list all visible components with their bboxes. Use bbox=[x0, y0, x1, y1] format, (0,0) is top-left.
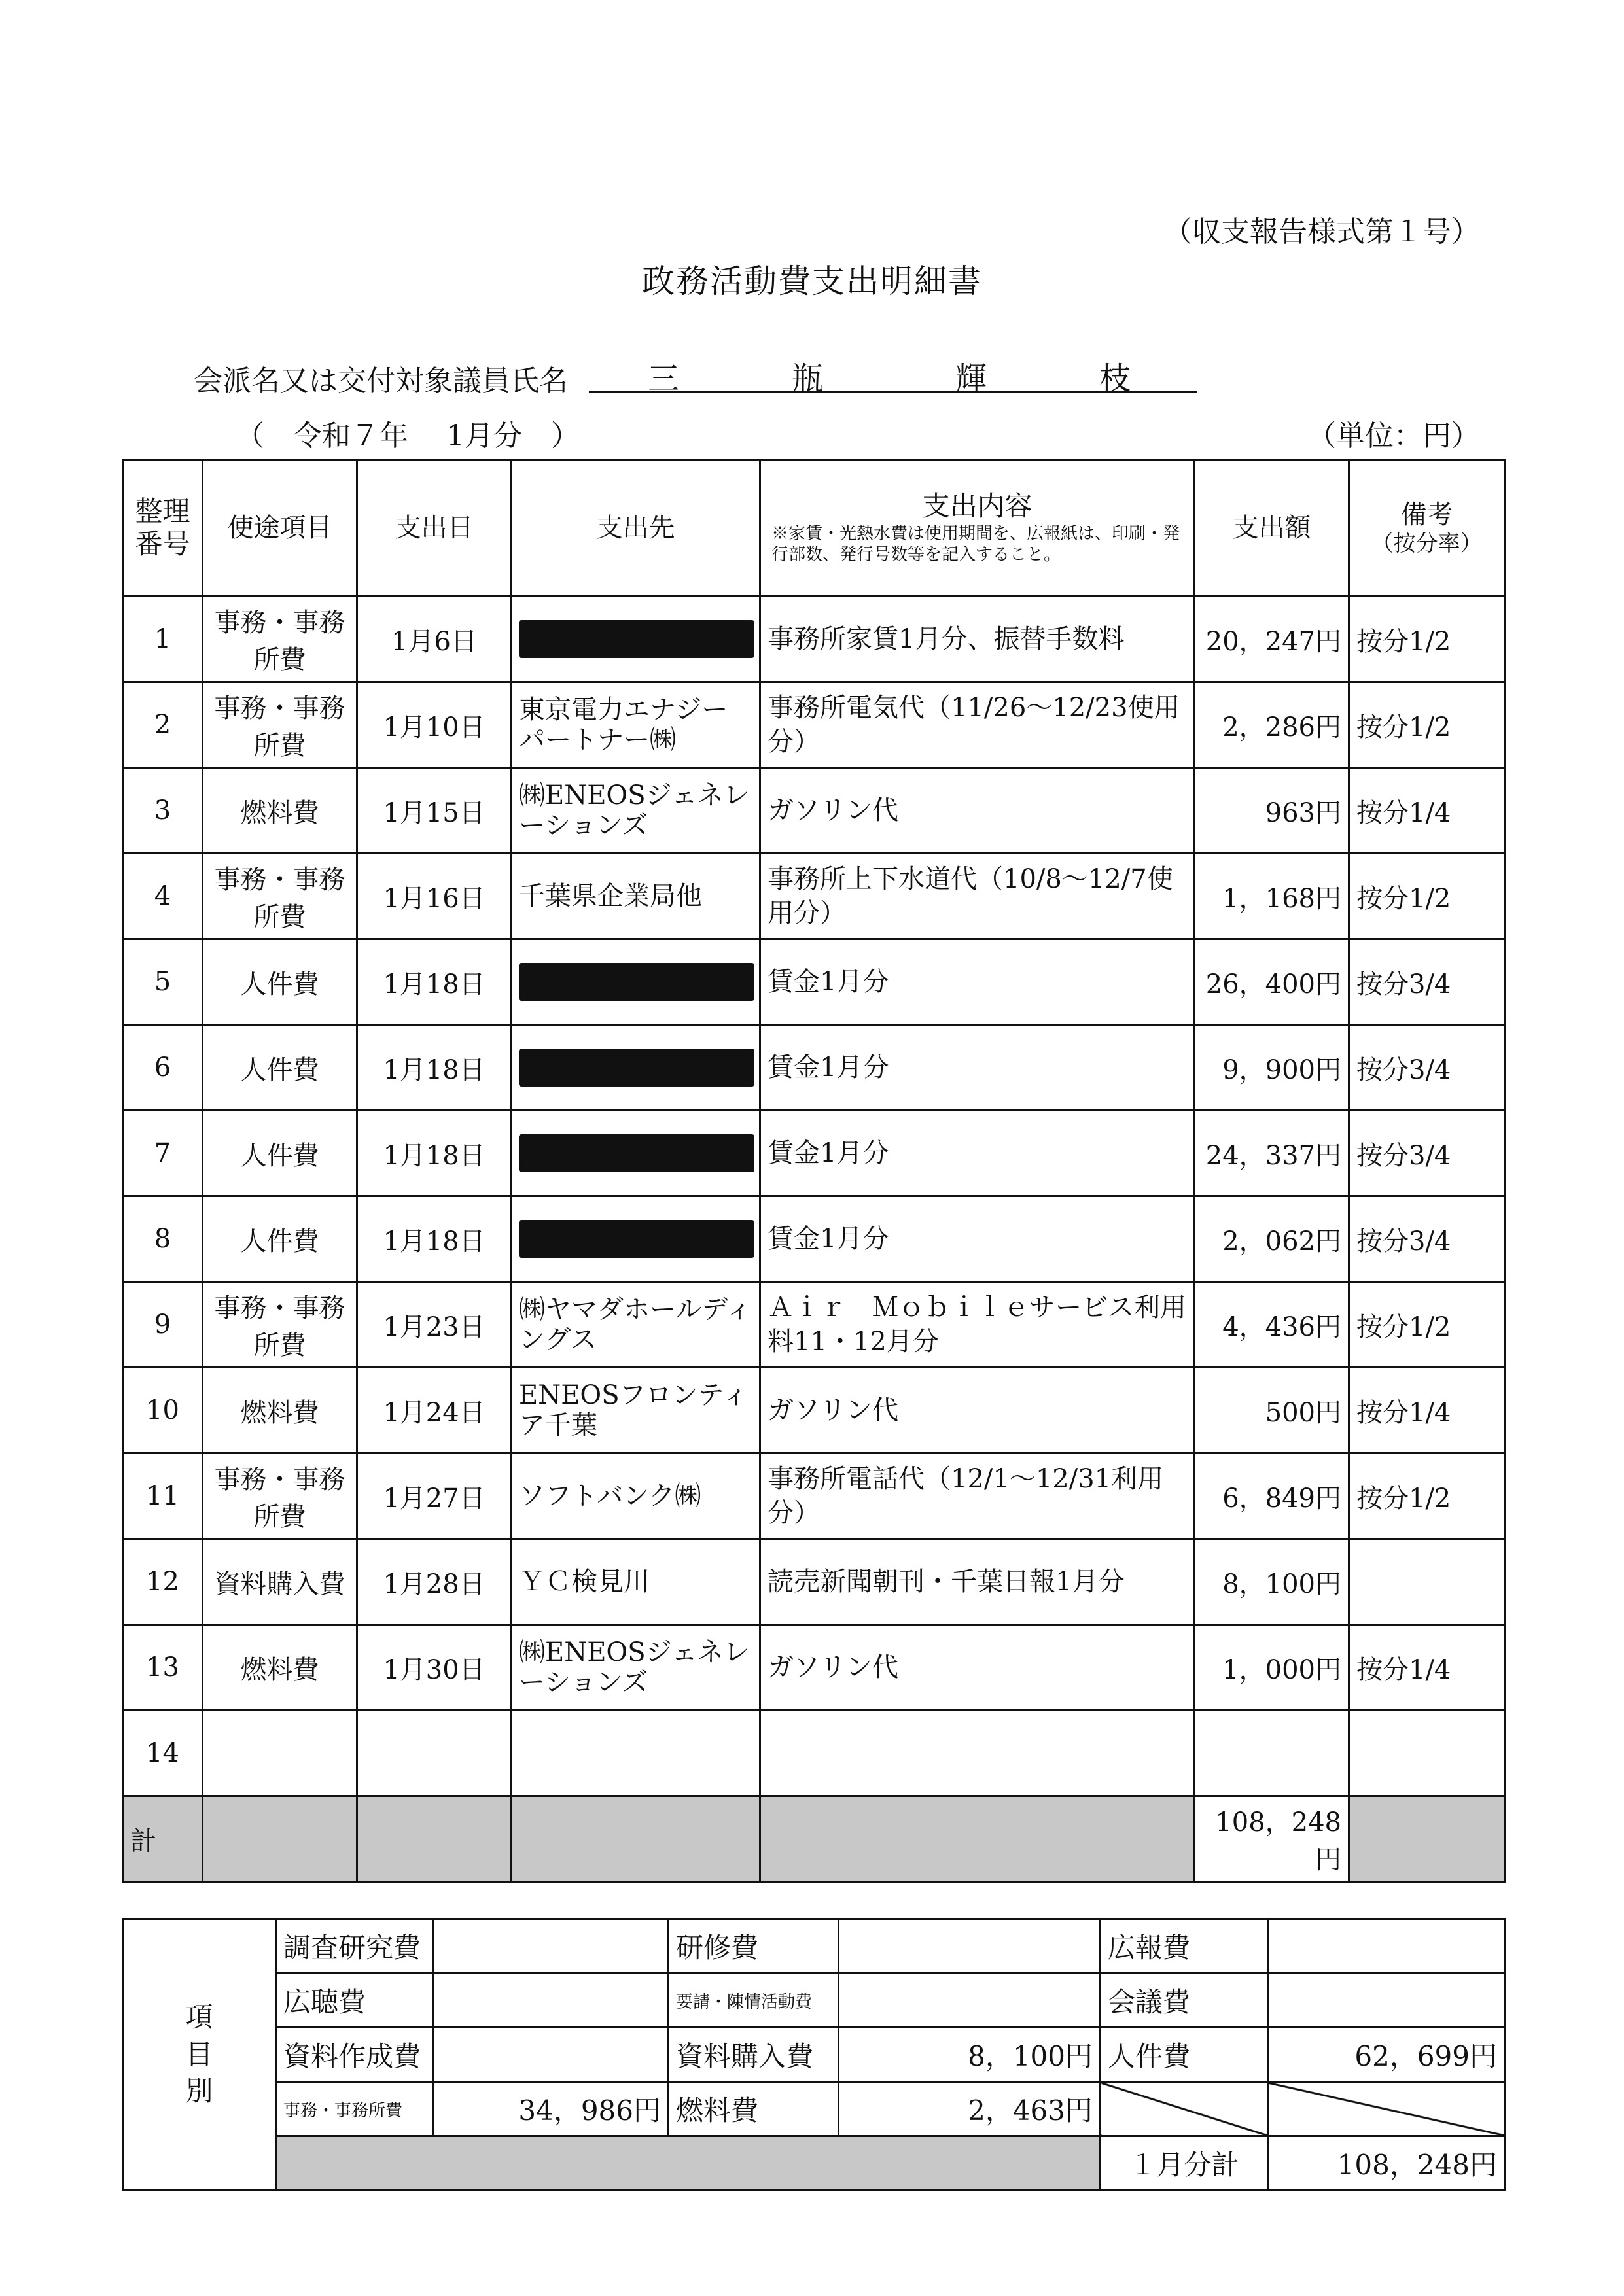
row-note: 按分1/2 bbox=[1349, 854, 1505, 939]
row-purpose: 人件費 bbox=[203, 1196, 357, 1282]
table-row bbox=[123, 1711, 1505, 1796]
redaction-block bbox=[519, 963, 754, 1001]
member-label: 会派名又は交付対象議員氏名 bbox=[194, 364, 568, 398]
row-purpose: 人件費 bbox=[203, 1025, 357, 1111]
row-content bbox=[760, 1711, 1195, 1796]
row-purpose: 燃料費 bbox=[203, 768, 357, 854]
form-number: （収支報告様式第１号） bbox=[1163, 215, 1480, 249]
row-payee bbox=[512, 597, 760, 682]
summary-side-label bbox=[123, 1919, 276, 2191]
row-content: Ａｉｒ Ｍｏｂｉｌｅサービス利用料11・12月分 bbox=[760, 1282, 1195, 1368]
diagonal-cell bbox=[1101, 2082, 1268, 2136]
personnel-value: 62，699円 bbox=[1268, 2028, 1505, 2082]
row-no: 1 bbox=[123, 597, 203, 682]
petition-label: 要請・陳情活動費 bbox=[669, 1974, 839, 2028]
row-amount bbox=[1195, 1711, 1349, 1796]
row-purpose: 人件費 bbox=[203, 939, 357, 1025]
row-purpose: 事務・事務所費 bbox=[203, 682, 357, 768]
row-payee bbox=[512, 1025, 760, 1111]
material-make-label: 資料作成費 bbox=[276, 2028, 433, 2082]
total-empty bbox=[1349, 1796, 1505, 1882]
row-no: 14 bbox=[123, 1711, 203, 1796]
office-label: 事務・事務所費 bbox=[276, 2082, 433, 2136]
row-date: 1月18日 bbox=[357, 1111, 512, 1196]
training-label: 研修費 bbox=[669, 1919, 839, 1974]
row-purpose: 資料購入費 bbox=[203, 1539, 357, 1625]
header-content-title: 支出内容 bbox=[922, 490, 1033, 523]
row-amount: 500円 bbox=[1195, 1368, 1349, 1453]
summary-row bbox=[123, 2082, 1505, 2136]
header-date: 支出日 bbox=[357, 460, 512, 597]
period: （ 令和７年 1月分 ） bbox=[236, 419, 580, 453]
row-note: 按分1/4 bbox=[1349, 768, 1505, 854]
row-no: 13 bbox=[123, 1625, 203, 1711]
table-row bbox=[123, 1453, 1505, 1539]
research-value bbox=[433, 1919, 669, 1974]
row-amount: 8，100円 bbox=[1195, 1539, 1349, 1625]
table-body bbox=[123, 597, 1505, 1882]
row-date: 1月6日 bbox=[357, 597, 512, 682]
diagonal-cell bbox=[1268, 2082, 1505, 2136]
office-value: 34，986円 bbox=[433, 2082, 669, 2136]
row-no: 12 bbox=[123, 1539, 203, 1625]
total-row bbox=[123, 1796, 1505, 1882]
row-no: 10 bbox=[123, 1368, 203, 1453]
page-title: 政務活動費支出明細書 bbox=[642, 262, 982, 300]
total-empty bbox=[760, 1796, 1195, 1882]
total-amount: 108，248円 bbox=[1195, 1796, 1349, 1882]
row-note: 按分1/2 bbox=[1349, 597, 1505, 682]
row-payee: ENEOSフロンティア千葉 bbox=[512, 1368, 760, 1453]
summary-row bbox=[123, 2028, 1505, 2082]
pr-label: 広報費 bbox=[1101, 1919, 1268, 1974]
side-char: 別 bbox=[185, 2075, 213, 2108]
redaction-block bbox=[519, 1134, 754, 1172]
summary-row bbox=[123, 1974, 1505, 2028]
row-date: 1月18日 bbox=[357, 939, 512, 1025]
row-date: 1月16日 bbox=[357, 854, 512, 939]
row-amount: 20，247円 bbox=[1195, 597, 1349, 682]
row-amount: 2，062円 bbox=[1195, 1196, 1349, 1282]
table-header-row bbox=[123, 460, 1505, 597]
row-note bbox=[1349, 1711, 1505, 1796]
side-char: 目 bbox=[185, 2038, 213, 2070]
row-content: 賃金1月分 bbox=[760, 1025, 1195, 1111]
header-no: 整理番号 bbox=[123, 460, 203, 597]
summary-row bbox=[123, 1919, 1505, 1974]
row-purpose: 燃料費 bbox=[203, 1368, 357, 1453]
table-row bbox=[123, 1625, 1505, 1711]
fuel-label: 燃料費 bbox=[669, 2082, 839, 2136]
redaction-block bbox=[519, 1049, 754, 1087]
row-purpose: 燃料費 bbox=[203, 1625, 357, 1711]
member-name-char: 瓶 bbox=[792, 360, 824, 397]
hearing-label: 広聴費 bbox=[276, 1974, 433, 2028]
total-label: 計 bbox=[123, 1796, 203, 1882]
row-payee: ＹＣ検見川 bbox=[512, 1539, 760, 1625]
header-content bbox=[760, 460, 1195, 597]
table-row bbox=[123, 768, 1505, 854]
row-payee: ㈱ENEOSジェネレーションズ bbox=[512, 768, 760, 854]
row-content: 事務所家賃1月分、振替手数料 bbox=[760, 597, 1195, 682]
row-payee: ㈱ヤマダホールディングス bbox=[512, 1282, 760, 1368]
total-empty bbox=[203, 1796, 357, 1882]
row-content: 賃金1月分 bbox=[760, 1111, 1195, 1196]
header-payee: 支出先 bbox=[512, 460, 760, 597]
row-payee bbox=[512, 1196, 760, 1282]
expense-table bbox=[122, 459, 1506, 1883]
row-amount: 1，168円 bbox=[1195, 854, 1349, 939]
row-no: 5 bbox=[123, 939, 203, 1025]
row-content: 事務所電話代（12/1〜12/31利用分） bbox=[760, 1453, 1195, 1539]
table-row bbox=[123, 1368, 1505, 1453]
row-payee: 東京電力エナジーパートナー㈱ bbox=[512, 682, 760, 768]
row-content: 賃金1月分 bbox=[760, 939, 1195, 1025]
month-total-label: １月分計 bbox=[1101, 2136, 1268, 2191]
row-date: 1月10日 bbox=[357, 682, 512, 768]
material-buy-label: 資料購入費 bbox=[669, 2028, 839, 2082]
member-name-char: 枝 bbox=[1099, 360, 1131, 397]
row-note: 按分3/4 bbox=[1349, 1196, 1505, 1282]
summary-row bbox=[123, 2136, 1505, 2191]
row-note: 按分1/2 bbox=[1349, 1453, 1505, 1539]
table-row bbox=[123, 854, 1505, 939]
header-amount: 支出額 bbox=[1195, 460, 1349, 597]
side-char: 項 bbox=[185, 2000, 213, 2033]
row-purpose: 人件費 bbox=[203, 1111, 357, 1196]
meeting-value bbox=[1268, 1974, 1505, 2028]
material-buy-value: 8，100円 bbox=[839, 2028, 1101, 2082]
row-content: ガソリン代 bbox=[760, 1368, 1195, 1453]
row-purpose: 事務・事務所費 bbox=[203, 1453, 357, 1539]
row-payee bbox=[512, 1111, 760, 1196]
pr-value bbox=[1268, 1919, 1505, 1974]
row-content: ガソリン代 bbox=[760, 768, 1195, 854]
row-date: 1月18日 bbox=[357, 1025, 512, 1111]
row-note: 按分1/4 bbox=[1349, 1625, 1505, 1711]
row-no: 4 bbox=[123, 854, 203, 939]
unit-label: （単位：円） bbox=[1307, 419, 1480, 453]
redaction-block bbox=[519, 620, 754, 658]
row-purpose: 事務・事務所費 bbox=[203, 597, 357, 682]
table-row bbox=[123, 682, 1505, 768]
row-amount: 6，849円 bbox=[1195, 1453, 1349, 1539]
row-content: 読売新聞朝刊・千葉日報1月分 bbox=[760, 1539, 1195, 1625]
row-payee: 千葉県企業局他 bbox=[512, 854, 760, 939]
row-no: 6 bbox=[123, 1025, 203, 1111]
training-value bbox=[839, 1919, 1101, 1974]
row-note: 按分1/2 bbox=[1349, 682, 1505, 768]
row-amount: 24，337円 bbox=[1195, 1111, 1349, 1196]
fuel-value: 2，463円 bbox=[839, 2082, 1101, 2136]
row-date bbox=[357, 1711, 512, 1796]
member-name-char: 三 bbox=[648, 360, 680, 397]
material-make-value bbox=[433, 2028, 669, 2082]
row-date: 1月15日 bbox=[357, 768, 512, 854]
header-remarks bbox=[1349, 460, 1505, 597]
table-row bbox=[123, 939, 1505, 1025]
row-content: 事務所電気代（11/26〜12/23使用分） bbox=[760, 682, 1195, 768]
row-note: 按分1/4 bbox=[1349, 1368, 1505, 1453]
row-no: 3 bbox=[123, 768, 203, 854]
row-purpose: 事務・事務所費 bbox=[203, 854, 357, 939]
row-content: 事務所上下水道代（10/8〜12/7使用分） bbox=[760, 854, 1195, 939]
row-purpose: 事務・事務所費 bbox=[203, 1282, 357, 1368]
personnel-label: 人件費 bbox=[1101, 2028, 1268, 2082]
summary-grey-cell bbox=[276, 2136, 1101, 2191]
total-empty bbox=[512, 1796, 760, 1882]
row-no: 8 bbox=[123, 1196, 203, 1282]
summary-table bbox=[122, 1918, 1506, 2191]
row-content: ガソリン代 bbox=[760, 1625, 1195, 1711]
petition-value bbox=[839, 1974, 1101, 2028]
row-payee bbox=[512, 1711, 760, 1796]
total-empty bbox=[357, 1796, 512, 1882]
row-amount: 1，000円 bbox=[1195, 1625, 1349, 1711]
month-total-value: 108，248円 bbox=[1268, 2136, 1505, 2191]
header-remarks-sub: （按分率） bbox=[1371, 530, 1483, 557]
row-content: 賃金1月分 bbox=[760, 1196, 1195, 1282]
row-date: 1月24日 bbox=[357, 1368, 512, 1453]
row-date: 1月18日 bbox=[357, 1196, 512, 1282]
table-row bbox=[123, 1282, 1505, 1368]
row-amount: 2，286円 bbox=[1195, 682, 1349, 768]
row-payee: ソフトバンク㈱ bbox=[512, 1453, 760, 1539]
meeting-label: 会議費 bbox=[1101, 1974, 1268, 2028]
row-date: 1月30日 bbox=[357, 1625, 512, 1711]
row-note: 按分1/2 bbox=[1349, 1282, 1505, 1368]
header-content-note: ※家賃・光熱水費は使用期間を、広報紙は、印刷・発行部数、発行号数等を記入すること。 bbox=[771, 523, 1180, 565]
row-no: 9 bbox=[123, 1282, 203, 1368]
row-note: 按分3/4 bbox=[1349, 1025, 1505, 1111]
row-no: 7 bbox=[123, 1111, 203, 1196]
row-note: 按分3/4 bbox=[1349, 1111, 1505, 1196]
row-date: 1月27日 bbox=[357, 1453, 512, 1539]
row-date: 1月28日 bbox=[357, 1539, 512, 1625]
table-row bbox=[123, 1025, 1505, 1111]
row-no: 2 bbox=[123, 682, 203, 768]
hearing-value bbox=[433, 1974, 669, 2028]
table-row bbox=[123, 597, 1505, 682]
redaction-block bbox=[519, 1220, 754, 1258]
row-purpose bbox=[203, 1711, 357, 1796]
member-name-char: 輝 bbox=[955, 360, 987, 397]
table-row bbox=[123, 1196, 1505, 1282]
row-amount: 26，400円 bbox=[1195, 939, 1349, 1025]
research-label: 調査研究費 bbox=[276, 1919, 433, 1974]
row-amount: 963円 bbox=[1195, 768, 1349, 854]
table-row bbox=[123, 1539, 1505, 1625]
row-note: 按分3/4 bbox=[1349, 939, 1505, 1025]
row-payee bbox=[512, 939, 760, 1025]
row-date: 1月23日 bbox=[357, 1282, 512, 1368]
row-note bbox=[1349, 1539, 1505, 1625]
row-amount: 4，436円 bbox=[1195, 1282, 1349, 1368]
row-payee: ㈱ENEOSジェネレーションズ bbox=[512, 1625, 760, 1711]
header-remarks-title: 備考 bbox=[1400, 499, 1453, 530]
row-no: 11 bbox=[123, 1453, 203, 1539]
table-row bbox=[123, 1111, 1505, 1196]
header-purpose: 使途項目 bbox=[203, 460, 357, 597]
row-amount: 9，900円 bbox=[1195, 1025, 1349, 1111]
